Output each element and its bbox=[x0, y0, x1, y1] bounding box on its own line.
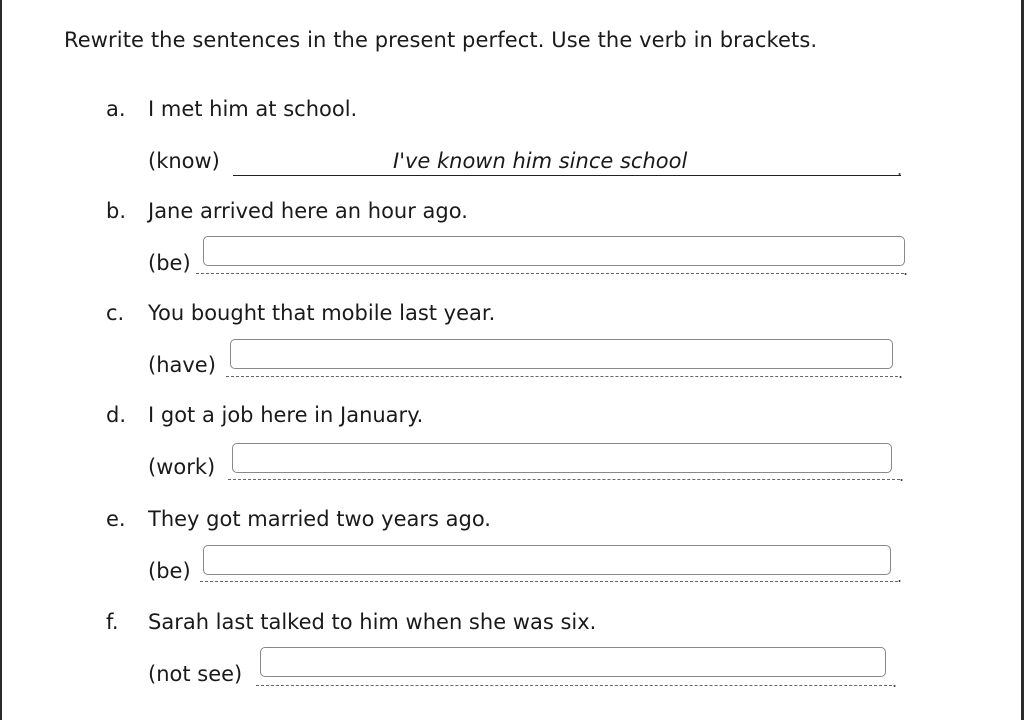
item-verb-hint: (have) bbox=[148, 353, 216, 377]
answer-line bbox=[256, 685, 892, 686]
answer-input[interactable] bbox=[203, 236, 905, 266]
answer-input[interactable] bbox=[260, 647, 886, 677]
answer-text: I've known him since school bbox=[393, 149, 688, 173]
answer-line bbox=[226, 376, 898, 377]
item-sentence: I got a job here in January. bbox=[148, 403, 424, 427]
answer-line bbox=[200, 581, 898, 582]
item-verb-hint: (work) bbox=[148, 455, 216, 479]
exercise-instructions: Rewrite the sentences in the present perfect. Use the verb in brackets. bbox=[64, 28, 818, 52]
item-sentence: Sarah last talked to him when she was six. bbox=[148, 610, 597, 634]
item-period: . bbox=[903, 260, 909, 279]
item-verb-hint: (be) bbox=[148, 251, 191, 275]
item-letter: d. bbox=[106, 403, 127, 427]
answer-line bbox=[228, 479, 900, 480]
answer-line bbox=[196, 273, 904, 274]
item-period: . bbox=[898, 363, 904, 382]
answer-input[interactable] bbox=[232, 443, 892, 473]
item-sentence: Jane arrived here an hour ago. bbox=[148, 199, 468, 223]
item-period: . bbox=[897, 567, 903, 586]
item-period: . bbox=[892, 672, 898, 691]
item-letter: c. bbox=[106, 301, 125, 325]
item-sentence: They got married two years ago. bbox=[148, 507, 491, 531]
item-letter: b. bbox=[106, 199, 127, 223]
item-verb-hint: (be) bbox=[148, 559, 191, 583]
item-period: . bbox=[897, 160, 903, 179]
item-period: . bbox=[899, 466, 905, 485]
item-sentence: I met him at school. bbox=[148, 97, 358, 121]
item-letter: f. bbox=[106, 610, 119, 634]
item-verb-hint: (know) bbox=[148, 149, 220, 173]
answer-input[interactable] bbox=[203, 545, 891, 575]
page-border-left bbox=[0, 0, 2, 720]
item-sentence: You bought that mobile last year. bbox=[148, 301, 496, 325]
answer-input[interactable] bbox=[230, 339, 893, 369]
item-verb-hint: (not see) bbox=[148, 662, 243, 686]
item-letter: e. bbox=[106, 507, 126, 531]
answer-line bbox=[233, 175, 901, 176]
item-letter: a. bbox=[106, 97, 126, 121]
